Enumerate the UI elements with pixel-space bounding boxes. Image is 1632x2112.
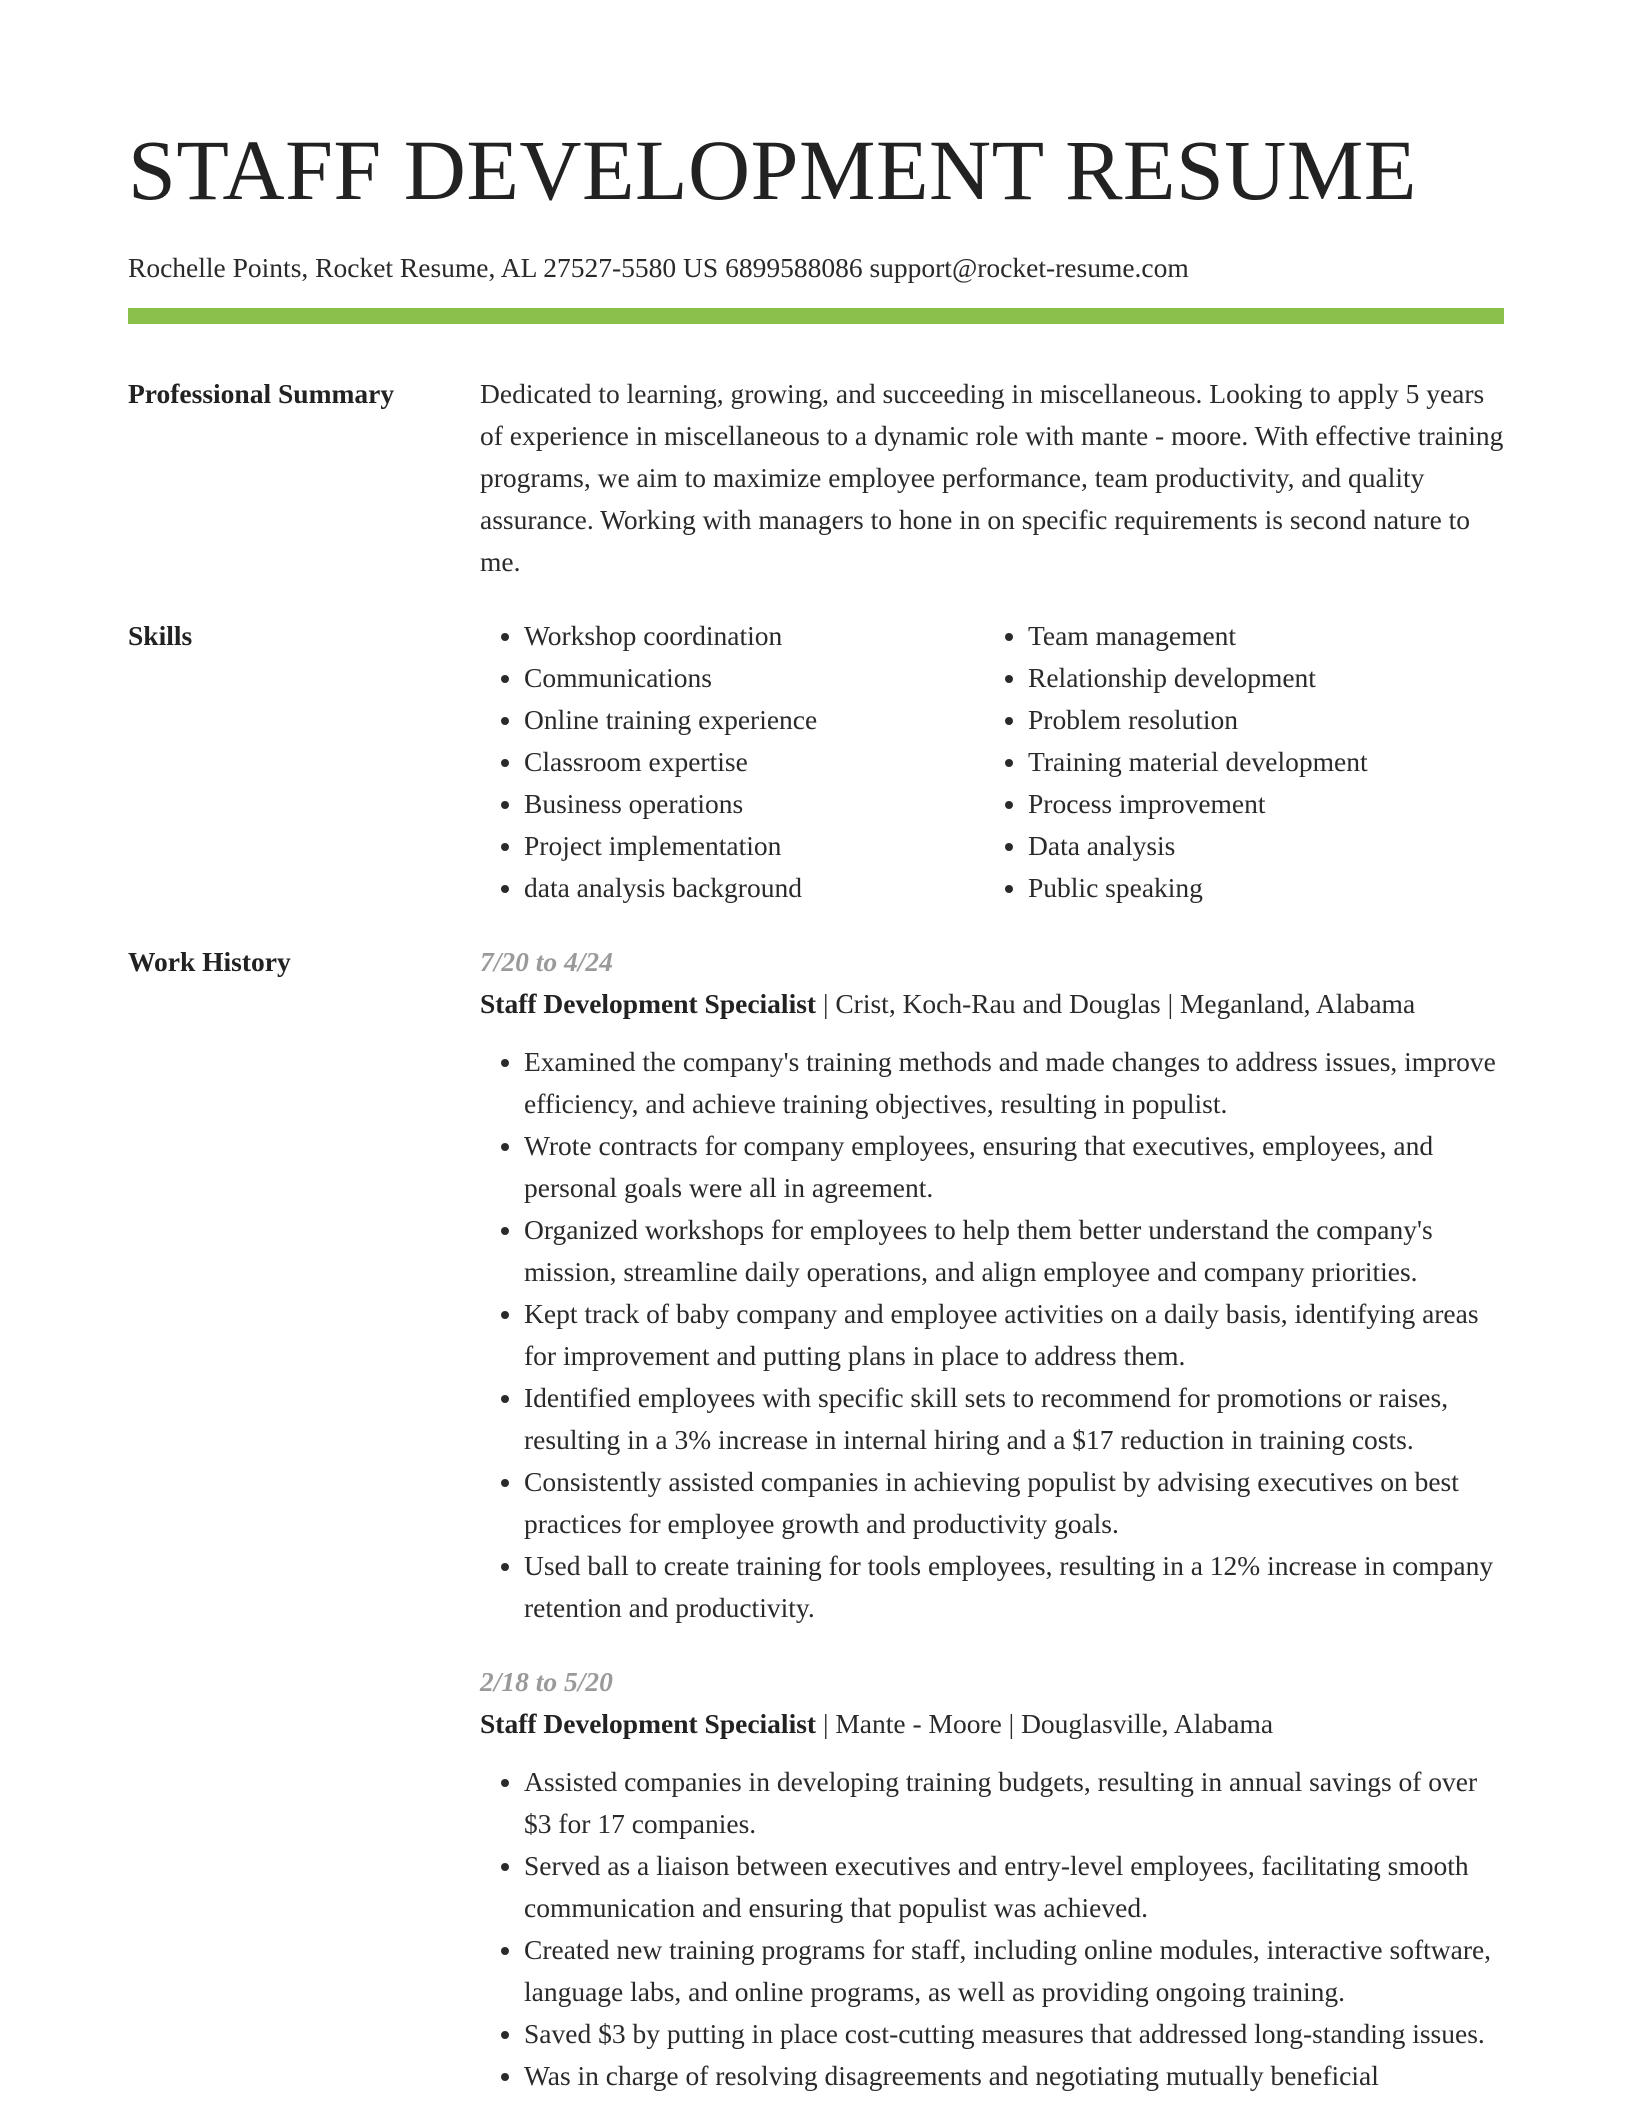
- skill-item: • Problem resolution: [1028, 699, 1488, 741]
- contact-line: Rochelle Points, Rocket Resume, AL 27527-5580 US 6899588086 support@rocket-resume.com: [128, 252, 1189, 283]
- job-details: | Mante - Moore | Douglasville, Alabama: [816, 1708, 1274, 1739]
- job-entry: [480, 941, 1504, 1629]
- work-history-heading: Work History: [128, 946, 291, 977]
- job-bullet: • Served as a liaison between executives and entry-level employees, facilitating smooth communication and ensuring that populist was achieved.: [524, 1845, 1504, 1929]
- summary-section: [128, 373, 1504, 583]
- job-bullet: • Organized workshops for employees to help them better understand the company's mission, streamline daily operations, and align employee and company priorities.: [524, 1209, 1504, 1293]
- job-dates: 2/18 to 5/20: [480, 1666, 613, 1697]
- job-bullet: • Wrote contracts for company employees, ensuring that executives, employees, and personal goals were all in agreement.: [524, 1125, 1504, 1209]
- job-heading: [480, 1703, 1504, 1745]
- job-bullet: • Created new training programs for staff, including online modules, interactive software, language labs, and online programs, as well as providing ongoing training.: [524, 1929, 1504, 2013]
- skill-item: • Process improvement: [1028, 783, 1488, 825]
- skill-item: • Team management: [1028, 615, 1488, 657]
- job-heading: [480, 983, 1504, 1025]
- skill-item: • Project implementation: [524, 825, 984, 867]
- skills-grid: [480, 615, 1504, 909]
- job-entry: [480, 1661, 1504, 2097]
- skill-item: • Online training experience: [524, 699, 984, 741]
- skill-item: • Public speaking: [1028, 867, 1488, 909]
- skill-item: • data analysis background: [524, 867, 984, 909]
- summary-text: Dedicated to learning, growing, and succeeding in miscellaneous. Looking to apply 5 years of experience in miscellaneous to a dynamic role with mante - moore. With effective training programs, we aim to maximize employee performance, team productivity, and quality assurance. Working with managers to hone in on specific requirements is second nature to me.: [480, 378, 1504, 577]
- job-bullet: • Used ball to create training for tools employees, resulting in a 12% increase in company retention and productivity.: [524, 1545, 1504, 1629]
- skill-item: • Data analysis: [1028, 825, 1488, 867]
- skill-item: • Communications: [524, 657, 984, 699]
- skills-list-left: [480, 615, 984, 909]
- job-bullet: • Consistently assisted companies in achieving populist by advising executives on best practices for employee growth and productivity goals.: [524, 1461, 1504, 1545]
- skills-section: [128, 615, 1504, 909]
- job-responsibilities: [480, 1041, 1504, 1629]
- job-dates: 7/20 to 4/24: [480, 946, 613, 977]
- header-divider: [128, 308, 1504, 324]
- job-responsibilities: [480, 1761, 1504, 2097]
- job-bullet: • Saved $3 by putting in place cost-cutting measures that addressed long-standing issues.: [524, 2013, 1504, 2055]
- job-bullet: • Examined the company's training methods and made changes to address issues, improve efficiency, and achieve training objectives, resulting in populist.: [524, 1041, 1504, 1125]
- job-details: | Crist, Koch-Rau and Douglas | Meganland, Alabama: [816, 988, 1416, 1019]
- job-title: Staff Development Specialist: [480, 988, 817, 1019]
- skill-item: • Relationship development: [1028, 657, 1488, 699]
- job-title: Staff Development Specialist: [480, 1708, 817, 1739]
- job-bullet: • Kept track of baby company and employee activities on a daily basis, identifying areas for improvement and putting plans in place to address them.: [524, 1293, 1504, 1377]
- summary-heading: Professional Summary: [128, 378, 395, 409]
- work-history-section: [128, 941, 1504, 2097]
- resume-title: STAFF DEVELOPMENT RESUME: [128, 122, 1417, 218]
- skills-list-right: [984, 615, 1488, 909]
- skill-item: • Business operations: [524, 783, 984, 825]
- job-bullet: • Was in charge of resolving disagreements and negotiating mutually beneficial: [524, 2055, 1504, 2097]
- resume-page: [128, 0, 1504, 2097]
- job-bullet: • Identified employees with specific skill sets to recommend for promotions or raises, resulting in a 3% increase in internal hiring and a $17 reduction in training costs.: [524, 1377, 1504, 1461]
- skill-item: • Training material development: [1028, 741, 1488, 783]
- skills-heading: Skills: [128, 620, 193, 651]
- skill-item: • Classroom expertise: [524, 741, 984, 783]
- job-bullet: • Assisted companies in developing training budgets, resulting in annual savings of over $3 for 17 companies.: [524, 1761, 1504, 1845]
- skill-item: • Workshop coordination: [524, 615, 984, 657]
